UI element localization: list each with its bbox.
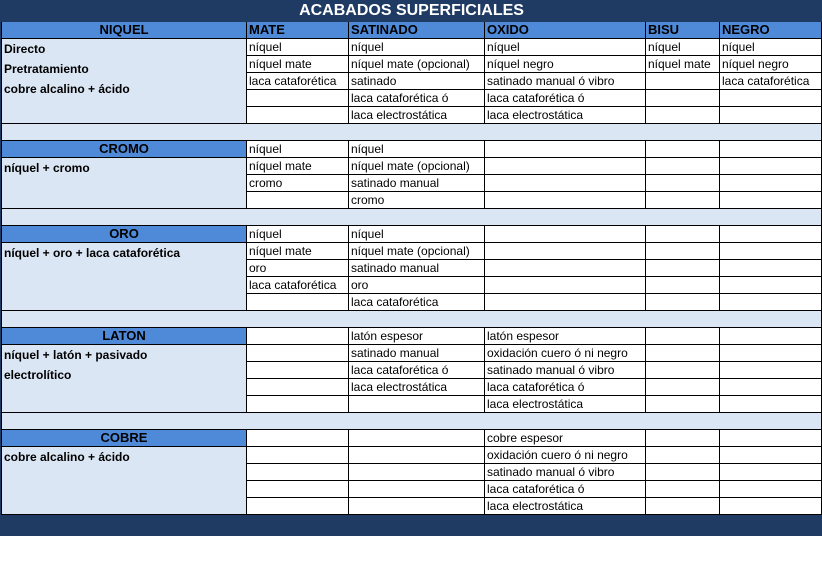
table-row — [2, 243, 822, 260]
spacer-cell — [2, 209, 822, 226]
cell-oro-2-bisu[interactable] — [646, 260, 720, 277]
footer-row — [2, 515, 822, 536]
title-row — [2, 1, 822, 22]
cell-niquel-3-oxido[interactable]: laca cataforética ó — [485, 90, 646, 107]
description-line: Directo — [4, 42, 46, 56]
cell-cobre-2-oxido[interactable]: satinado manual ó vibro — [485, 464, 646, 481]
table-row — [2, 158, 822, 175]
cell-cromo-0-negro[interactable] — [720, 141, 822, 158]
cell-laton-1-mate[interactable] — [247, 345, 349, 362]
cell-cobre-3-oxido[interactable]: laca cataforética ó — [485, 481, 646, 498]
cell-niquel-1-mate[interactable]: níquel mate — [247, 56, 349, 73]
cell-oro-1-oxido[interactable] — [485, 243, 646, 260]
cell-niquel-2-mate[interactable]: laca cataforética — [247, 73, 349, 90]
cell-niquel-2-bisu[interactable] — [646, 73, 720, 90]
cell-cobre-0-mate[interactable] — [247, 430, 349, 447]
cell-niquel-4-oxido[interactable]: laca electrostática — [485, 107, 646, 124]
table-row — [2, 447, 822, 464]
section-description-laton — [2, 345, 247, 413]
section-header-row-niquel — [2, 22, 822, 39]
cell-laton-1-satinado[interactable]: satinado manual — [349, 345, 485, 362]
cell-cromo-2-mate[interactable]: cromo — [247, 175, 349, 192]
cell-cobre-0-bisu[interactable] — [646, 430, 720, 447]
cell-laton-4-negro[interactable] — [720, 396, 822, 413]
cell-niquel-0-negro[interactable]: níquel — [720, 39, 822, 56]
cell-oro-4-mate[interactable] — [247, 294, 349, 311]
cell-oro-1-mate[interactable]: níquel mate — [247, 243, 349, 260]
cell-cromo-2-bisu[interactable] — [646, 175, 720, 192]
section-title-laton: LATON — [2, 328, 247, 345]
cell-niquel-3-negro[interactable] — [720, 90, 822, 107]
cell-cobre-4-mate[interactable] — [247, 498, 349, 515]
cell-niquel-3-bisu[interactable] — [646, 90, 720, 107]
cell-niquel-3-mate[interactable] — [247, 90, 349, 107]
section-title-cromo: CROMO — [2, 141, 247, 158]
cell-niquel-0-oxido[interactable]: níquel — [485, 39, 646, 56]
cell-cromo-1-negro[interactable] — [720, 158, 822, 175]
cell-oro-3-oxido[interactable] — [485, 277, 646, 294]
cell-cromo-2-satinado[interactable]: satinado manual — [349, 175, 485, 192]
cell-laton-0-satinado[interactable]: latón espesor — [349, 328, 485, 345]
cell-niquel-0-mate[interactable]: níquel — [247, 39, 349, 56]
cell-cobre-3-satinado[interactable] — [349, 481, 485, 498]
cell-cobre-4-bisu[interactable] — [646, 498, 720, 515]
cell-niquel-0-satinado[interactable]: níquel — [349, 39, 485, 56]
cell-laton-3-negro[interactable] — [720, 379, 822, 396]
cell-niquel-2-negro[interactable]: laca cataforética — [720, 73, 822, 90]
cell-oro-1-negro[interactable] — [720, 243, 822, 260]
section-header-row-laton — [2, 328, 822, 345]
cell-oro-2-mate[interactable]: oro — [247, 260, 349, 277]
footer-bar — [2, 515, 822, 536]
spacer-cell — [2, 413, 822, 430]
table-row — [2, 39, 822, 56]
cell-oro-4-satinado[interactable]: laca cataforética — [349, 294, 485, 311]
cell-niquel-1-oxido[interactable]: níquel negro — [485, 56, 646, 73]
cell-cobre-0-satinado[interactable] — [349, 430, 485, 447]
cell-laton-2-oxido[interactable]: satinado manual ó vibro — [485, 362, 646, 379]
description-line: cobre alcalino + ácido — [4, 450, 130, 464]
cell-oro-3-mate[interactable]: laca cataforética — [247, 277, 349, 294]
column-header-negro: NEGRO — [720, 22, 822, 39]
cell-laton-1-oxido[interactable]: oxidación cuero ó ni negro — [485, 345, 646, 362]
cell-laton-3-mate[interactable] — [247, 379, 349, 396]
cell-niquel-1-negro[interactable]: níquel negro — [720, 56, 822, 73]
cell-oro-1-bisu[interactable] — [646, 243, 720, 260]
cell-laton-2-satinado[interactable]: laca cataforética ó — [349, 362, 485, 379]
section-header-row-oro — [2, 226, 822, 243]
cell-niquel-3-satinado[interactable]: laca cataforética ó — [349, 90, 485, 107]
cell-niquel-2-oxido[interactable]: satinado manual ó vibro — [485, 73, 646, 90]
cell-cobre-4-satinado[interactable] — [349, 498, 485, 515]
cell-oro-0-oxido[interactable] — [485, 226, 646, 243]
cell-oro-0-satinado[interactable]: níquel — [349, 226, 485, 243]
section-spacer — [2, 209, 822, 226]
cell-cobre-3-negro[interactable] — [720, 481, 822, 498]
sheet-title: ACABADOS SUPERFICIALES — [2, 1, 822, 22]
cell-oro-2-negro[interactable] — [720, 260, 822, 277]
column-header-oxido: OXIDO — [485, 22, 646, 39]
cell-laton-1-bisu[interactable] — [646, 345, 720, 362]
cell-cromo-1-bisu[interactable] — [646, 158, 720, 175]
cell-cromo-1-mate[interactable]: níquel mate — [247, 158, 349, 175]
section-title-oro: ORO — [2, 226, 247, 243]
cell-cromo-0-mate[interactable]: níquel — [247, 141, 349, 158]
cell-oro-3-negro[interactable] — [720, 277, 822, 294]
column-header-satinado: SATINADO — [349, 22, 485, 39]
cell-oro-4-oxido[interactable] — [485, 294, 646, 311]
cell-oro-0-negro[interactable] — [720, 226, 822, 243]
cell-laton-3-satinado[interactable]: laca electrostática — [349, 379, 485, 396]
cell-cobre-3-bisu[interactable] — [646, 481, 720, 498]
section-spacer — [2, 311, 822, 328]
cell-cobre-4-oxido[interactable]: laca electrostática — [485, 498, 646, 515]
cell-cobre-2-mate[interactable] — [247, 464, 349, 481]
cell-cobre-0-negro[interactable] — [720, 430, 822, 447]
cell-cobre-1-satinado[interactable] — [349, 447, 485, 464]
cell-cromo-3-bisu[interactable] — [646, 192, 720, 209]
section-spacer — [2, 124, 822, 141]
cell-oro-4-negro[interactable] — [720, 294, 822, 311]
cell-oro-0-bisu[interactable] — [646, 226, 720, 243]
description-line: níquel + cromo — [4, 161, 90, 175]
cell-cobre-1-bisu[interactable] — [646, 447, 720, 464]
cell-niquel-4-mate[interactable] — [247, 107, 349, 124]
cell-cobre-0-oxido[interactable]: cobre espesor — [485, 430, 646, 447]
cell-cobre-1-mate[interactable] — [247, 447, 349, 464]
cell-cromo-1-satinado[interactable]: níquel mate (opcional) — [349, 158, 485, 175]
cell-cromo-2-oxido[interactable] — [485, 175, 646, 192]
cell-cobre-2-negro[interactable] — [720, 464, 822, 481]
description-line: níquel + oro + laca cataforética — [4, 246, 181, 260]
cell-cromo-0-satinado[interactable]: níquel — [349, 141, 485, 158]
cell-cobre-1-negro[interactable] — [720, 447, 822, 464]
cell-laton-4-mate[interactable] — [247, 396, 349, 413]
cell-laton-0-bisu[interactable] — [646, 328, 720, 345]
cell-cobre-4-negro[interactable] — [720, 498, 822, 515]
description-line: cobre alcalino + ácido — [4, 82, 130, 96]
cell-laton-4-bisu[interactable] — [646, 396, 720, 413]
cell-laton-0-negro[interactable] — [720, 328, 822, 345]
cell-laton-3-bisu[interactable] — [646, 379, 720, 396]
table-row — [2, 345, 822, 362]
cell-oro-2-satinado[interactable]: satinado manual — [349, 260, 485, 277]
finishes-table — [1, 0, 822, 536]
cell-cromo-0-oxido[interactable] — [485, 141, 646, 158]
spacer-cell — [2, 311, 822, 328]
spacer-cell — [2, 124, 822, 141]
cell-niquel-0-bisu[interactable]: níquel — [646, 39, 720, 56]
cell-laton-3-oxido[interactable]: laca cataforética ó — [485, 379, 646, 396]
cell-cromo-0-bisu[interactable] — [646, 141, 720, 158]
cell-cromo-3-oxido[interactable] — [485, 192, 646, 209]
description-line: electrolítico — [4, 368, 72, 382]
cell-oro-3-satinado[interactable]: oro — [349, 277, 485, 294]
cell-cromo-3-negro[interactable] — [720, 192, 822, 209]
cell-niquel-4-negro[interactable] — [720, 107, 822, 124]
cell-laton-4-satinado[interactable] — [349, 396, 485, 413]
cell-laton-0-mate[interactable] — [247, 328, 349, 345]
section-description-cromo — [2, 158, 247, 209]
cell-cobre-2-bisu[interactable] — [646, 464, 720, 481]
cell-laton-0-oxido[interactable]: latón espesor — [485, 328, 646, 345]
description-line: Pretratamiento — [4, 62, 89, 76]
cell-oro-4-bisu[interactable] — [646, 294, 720, 311]
section-description-cobre — [2, 447, 247, 515]
cell-oro-0-mate[interactable]: níquel — [247, 226, 349, 243]
description-line: níquel + latón + pasivado — [4, 348, 148, 362]
column-header-bisu: BISU — [646, 22, 720, 39]
cell-niquel-1-bisu[interactable]: níquel mate — [646, 56, 720, 73]
cell-oro-3-bisu[interactable] — [646, 277, 720, 294]
column-header-mate: MATE — [247, 22, 349, 39]
cell-laton-1-negro[interactable] — [720, 345, 822, 362]
cell-cobre-3-mate[interactable] — [247, 481, 349, 498]
cell-cobre-2-satinado[interactable] — [349, 464, 485, 481]
section-description-niquel — [2, 39, 247, 124]
cell-laton-2-bisu[interactable] — [646, 362, 720, 379]
cell-niquel-4-bisu[interactable] — [646, 107, 720, 124]
section-header-row-cromo — [2, 141, 822, 158]
cell-cromo-2-negro[interactable] — [720, 175, 822, 192]
section-title-niquel: NIQUEL — [2, 22, 247, 39]
cell-niquel-1-satinado[interactable]: níquel mate (opcional) — [349, 56, 485, 73]
section-title-cobre: COBRE — [2, 430, 247, 447]
cell-niquel-2-satinado[interactable]: satinado — [349, 73, 485, 90]
cell-cobre-1-oxido[interactable]: oxidación cuero ó ni negro — [485, 447, 646, 464]
cell-laton-2-mate[interactable] — [247, 362, 349, 379]
cell-cromo-3-satinado[interactable]: cromo — [349, 192, 485, 209]
cell-niquel-4-satinado[interactable]: laca electrostática — [349, 107, 485, 124]
cell-cromo-3-mate[interactable] — [247, 192, 349, 209]
section-description-oro — [2, 243, 247, 311]
section-spacer — [2, 413, 822, 430]
cell-oro-1-satinado[interactable]: níquel mate (opcional) — [349, 243, 485, 260]
cell-oro-2-oxido[interactable] — [485, 260, 646, 277]
cell-laton-2-negro[interactable] — [720, 362, 822, 379]
cell-cromo-1-oxido[interactable] — [485, 158, 646, 175]
cell-laton-4-oxido[interactable]: laca electrostática — [485, 396, 646, 413]
section-header-row-cobre — [2, 430, 822, 447]
